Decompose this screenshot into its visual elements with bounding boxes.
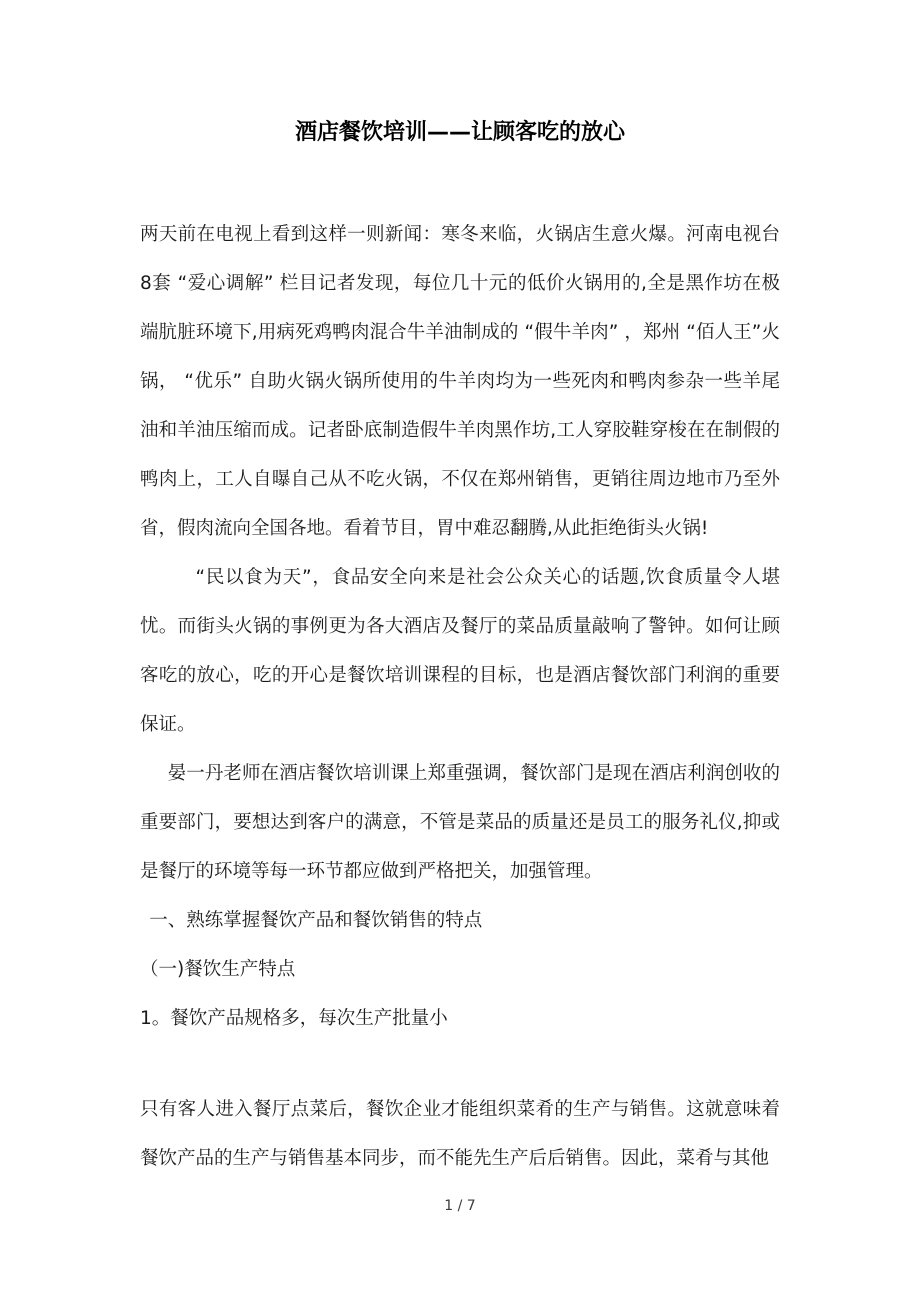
paragraph-production: 只有客人进入餐厅点菜后，餐饮企业才能组织菜肴的生产与销售。这就意味着餐饮产品的生产与销售基本同步，而不能先生产后后销售。因此，菜肴与其他 xyxy=(140,1099,780,1169)
paragraph-teacher: 晏一丹老师在酒店餐饮培训课上郑重强调，餐饮部门是现在酒店利润创收的重要部门，要想达到客户的满意，不管是菜品的质量还是员工的服务礼仪,抑或是餐厅的环境等每一环节都应做到严格把关，加强管理。 xyxy=(140,763,780,882)
item-heading: 1。餐饮产品规格多，每次生产批量小 xyxy=(140,1008,448,1029)
section-heading: 一、熟练掌握餐饮产品和餐饮销售的特点 xyxy=(149,910,483,931)
paragraph-food-safety: “民以食为天”，食品安全向来是社会公众关心的话题,饮食质量令人堪忧。而街头火锅的事例更为各大酒店及餐厅的菜品质量敲响了警钟。如何让顾客吃的放心，吃的开心是餐饮培训课程的目标，也是酒店餐饮部门利润的重要保证。 xyxy=(140,567,780,735)
subsection-heading: （一)餐饮生产特点 xyxy=(140,959,296,980)
paragraph-news: 两天前在电视上看到这样一则新闻：寒冬来临，火锅店生意火爆。河南电视台8套 “爱心调解” 栏目记者发现，每位几十元的低价火锅用的,全是黑作坊在极端肮脏环境下,用病死鸡鸭肉混合牛羊油制成的 “假牛羊肉” ，郑州 “佰人王”火锅， “优乐” 自助火锅火锅所使用的牛羊肉均为一些死肉和鸭肉参杂一些羊尾油和羊油压缩而成。记者卧底制造假牛羊肉黑作坊,工人穿胶鞋穿梭在在制假的鸭肉上，工人自曝自己从不吃火锅，不仅在郑州销售，更销往周边地市乃至外省，假肉流向全国各地。看着节目，胃中难忍翻腾,从此拒绝街头火锅! xyxy=(140,224,780,539)
page-number: 1 / 7 xyxy=(444,1198,476,1214)
page-title: 酒店餐饮培训——让顾客吃的放心 xyxy=(294,120,625,145)
